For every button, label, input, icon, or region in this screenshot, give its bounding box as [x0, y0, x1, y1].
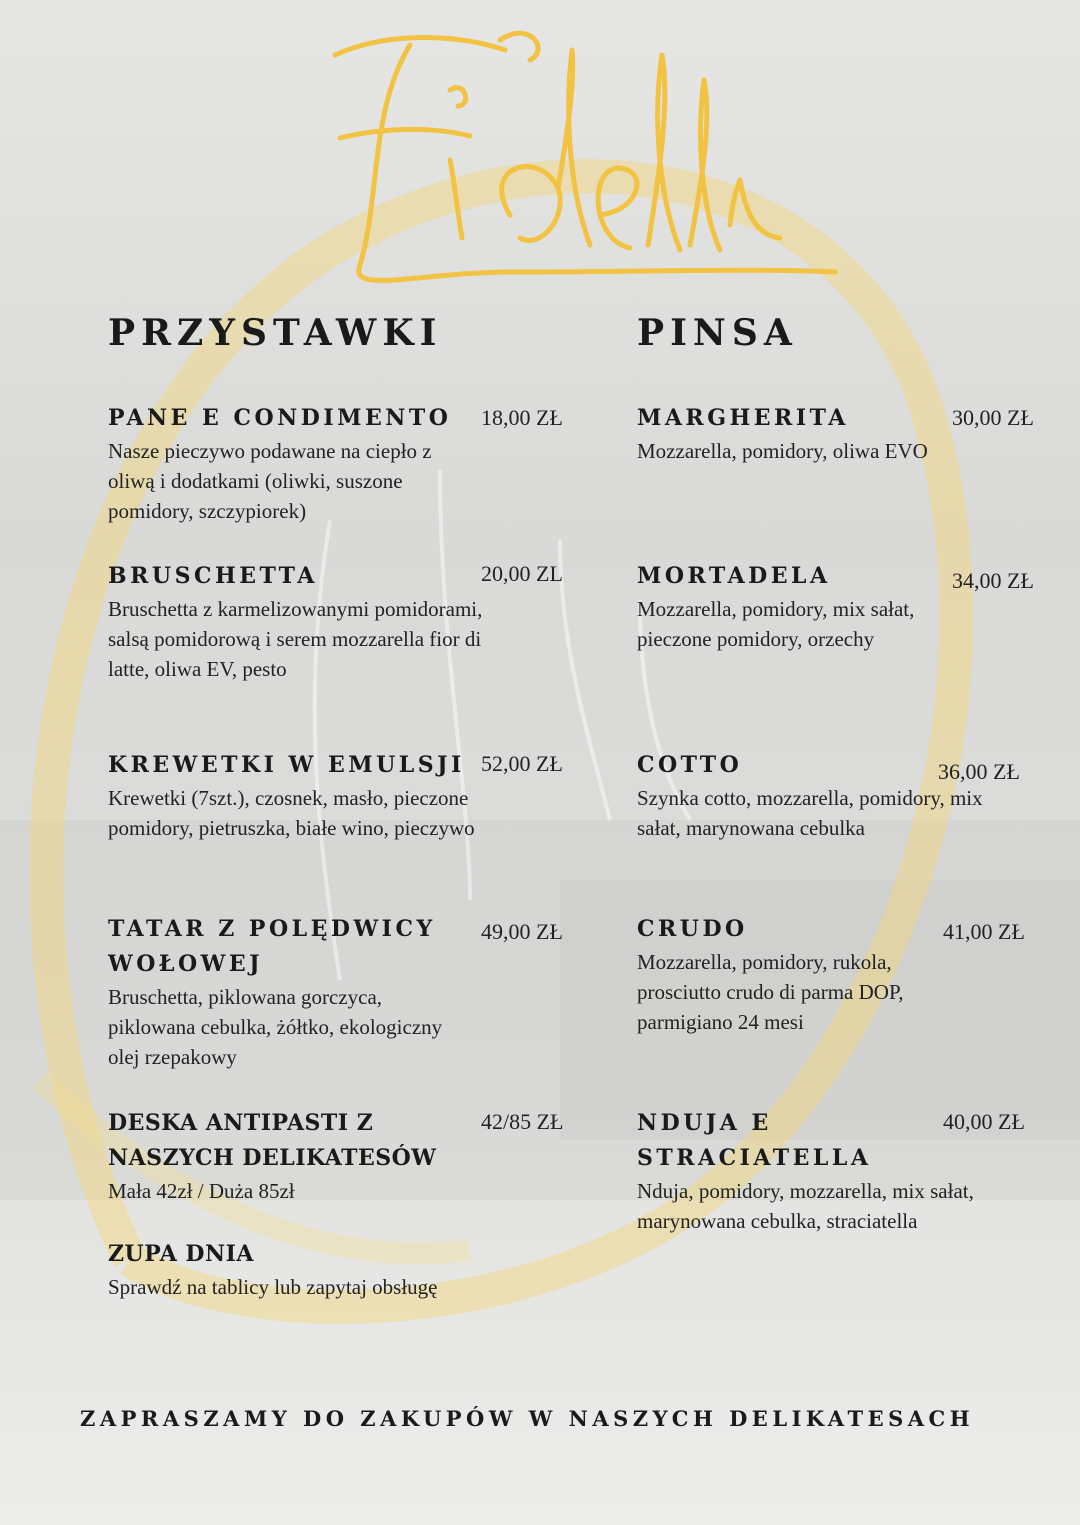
item-description: Szynka cotto, mozzarella, pomidory, mix sałat, marynowana cebulka: [637, 786, 983, 840]
item-description: Bruschetta, piklowana gorczyca, piklowana cebulka, żółtko, ekologiczny olej rzepakowy: [108, 985, 443, 1069]
menu-item-crudo: [637, 912, 977, 1037]
menu-item-bruschetta: [108, 559, 483, 684]
item-price: 36,00 ZŁ: [938, 759, 1020, 784]
item-description: Mozzarella, pomidory, oliwa EVO: [637, 439, 928, 463]
item-price: 18,00 ZŁ: [481, 405, 563, 430]
menu-item-pane-e-condimento: [108, 401, 478, 526]
item-name: MORTADELA: [637, 563, 831, 589]
item-name: KREWETKI W EMULSJI: [108, 752, 465, 778]
item-price: 52,00 ZŁ: [481, 751, 563, 776]
menu-item-deska-antipasti: [108, 1106, 458, 1206]
pinsa-heading: PINSA: [637, 312, 798, 354]
item-name: COTTO: [637, 752, 743, 778]
item-name: DESKA ANTIPASTI Z NASZYCH DELIKATESÓW: [108, 1110, 437, 1171]
item-name: CRUDO: [637, 916, 748, 942]
item-description: Sprawdź na tablicy lub zapytaj obsługę: [108, 1275, 438, 1299]
menu-item-tatar: [108, 912, 458, 1072]
item-description: Krewetki (7szt.), czosnek, masło, pieczone pomidory, pietruszka, białe wino, pieczywo: [108, 786, 475, 840]
item-name: ZUPA DNIA: [108, 1241, 254, 1267]
menu-item-mortadela: [637, 559, 987, 654]
item-description: Mała 42zł / Duża 85zł: [108, 1179, 295, 1203]
menu-item-zupa-dnia: [108, 1237, 458, 1302]
item-name: PANE E CONDIMENTO: [108, 405, 452, 431]
item-name: BRUSCHETTA: [108, 563, 318, 589]
item-description: Bruschetta z karmelizowanymi pomidorami, salsą pomidorową i serem mozzarella fior di latte, oliwa EV, pesto: [108, 597, 483, 681]
item-name: MARGHERITA: [637, 405, 849, 431]
item-description: Mozzarella, pomidory, mix sałat, pieczone pomidory, orzechy: [637, 597, 915, 651]
item-name: TATAR Z POLĘDWICY WOŁOWEJ: [108, 916, 436, 977]
item-name: NDUJA E STRACIATELLA: [637, 1110, 872, 1171]
item-price: 30,00 ZŁ: [952, 405, 1034, 430]
menu-item-krewetki: [108, 748, 478, 843]
item-price: 40,00 ZŁ: [943, 1109, 1025, 1134]
item-price: 34,00 ZŁ: [952, 568, 1034, 593]
item-price: 42/85 ZŁ: [481, 1109, 564, 1134]
item-description: Nduja, pomidory, mozzarella, mix sałat, marynowana cebulka, straciatella: [637, 1179, 974, 1233]
item-description: Nasze pieczywo podawane na ciepło z oliwą i dodatkami (oliwki, suszone pomidory, szczypiorek): [108, 439, 432, 523]
footer-invitation: ZAPRASZAMY DO ZAKUPÓW W NASZYCH DELIKATESACH: [80, 1406, 975, 1431]
item-price: 41,00 ZŁ: [943, 919, 1025, 944]
starters-heading: PRZYSTAWKI: [108, 312, 443, 354]
menu-item-margherita: [637, 401, 937, 466]
item-price: 49,00 ZŁ: [481, 919, 563, 944]
item-price: 20,00 ZL: [481, 561, 563, 586]
fidelli-logo: [300, 10, 860, 310]
item-description: Mozzarella, pomidory, rukola, prosciutto crudo di parma DOP, parmigiano 24 mesi: [637, 950, 904, 1034]
